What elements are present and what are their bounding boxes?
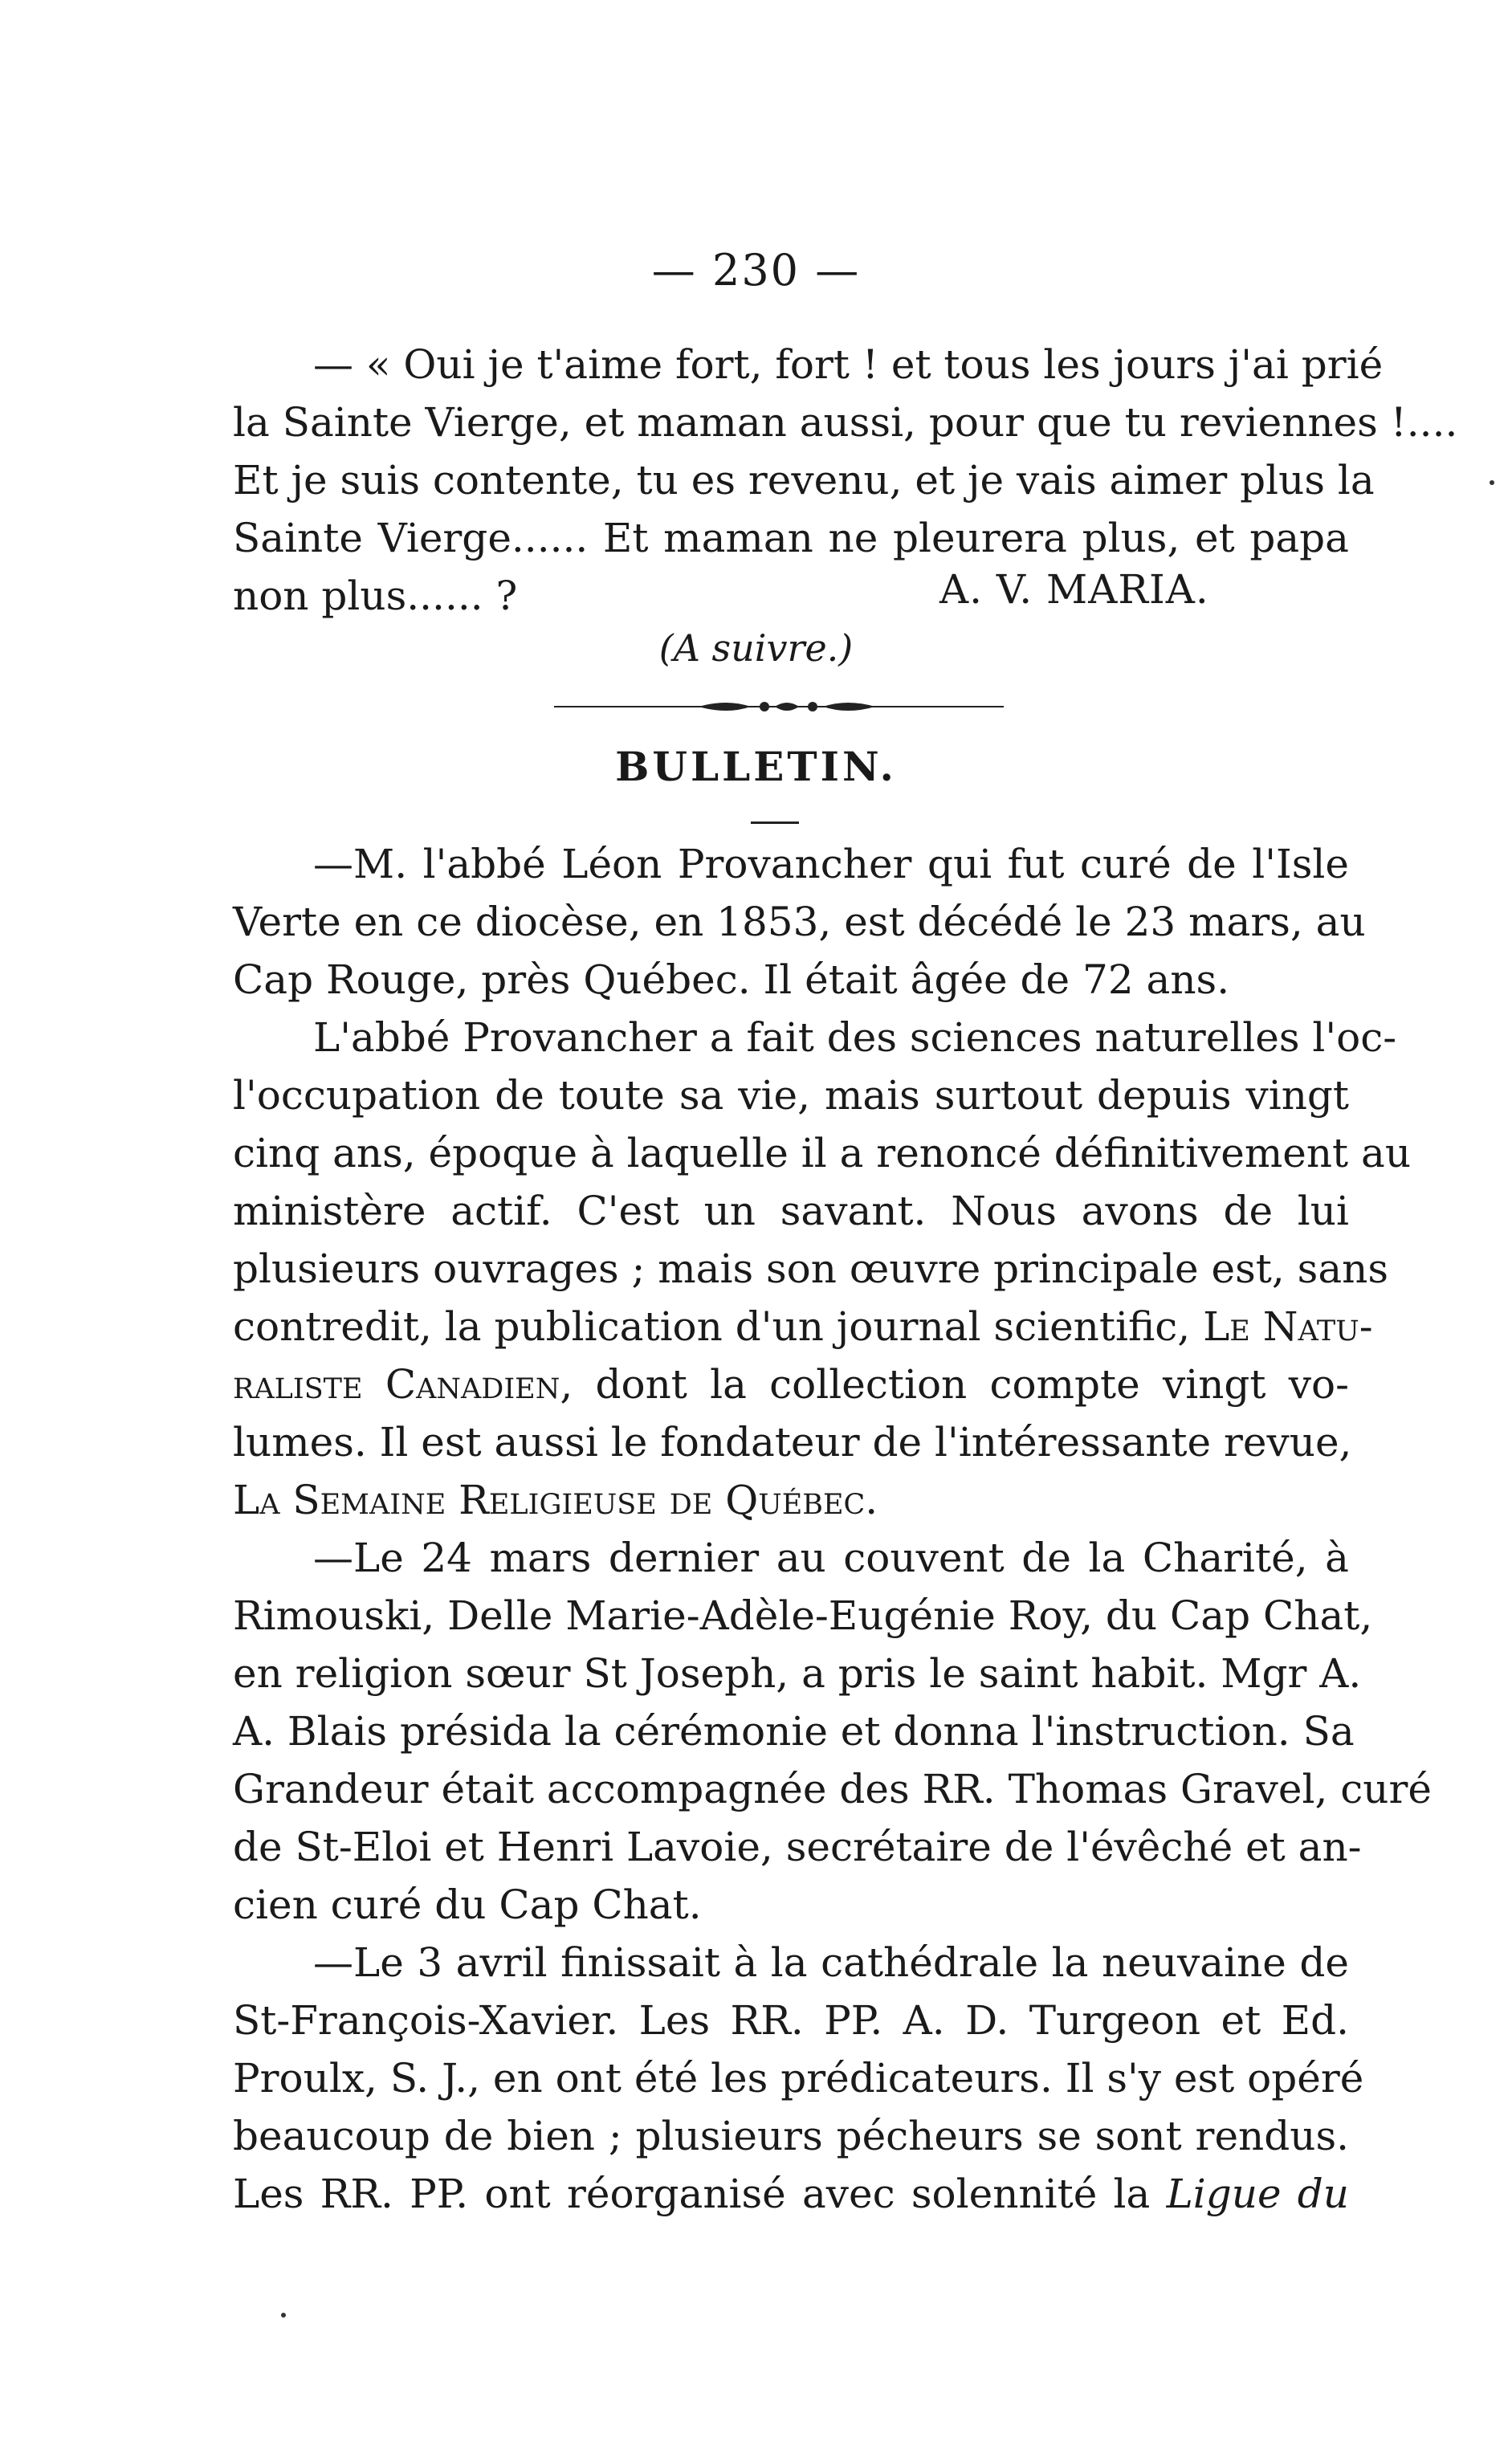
paragraph-line: cien curé du Cap Chat. [233, 1882, 702, 1928]
dialogue-line: la Sainte Vierge, et maman aussi, pour que tu reviennes !.... [233, 399, 1458, 446]
page-number: — 230 — [651, 245, 861, 296]
paragraph-line: l'occupation de toute sa vie, mais surtout depuis vingt [233, 1072, 1349, 1119]
paragraph-line [233, 1298, 1373, 1356]
paragraph-line: L'abbé Provancher a fait des sciences naturelles l'oc- [313, 1014, 1397, 1061]
paragraph-line: Grandeur était accompagnée des RR. Thomas Gravel, curé [233, 1766, 1432, 1812]
dialogue-line: — « Oui je t'aime fort, fort ! et tous les jours j'ai prié [313, 341, 1384, 388]
dialogue-line: Et je suis contente, tu es revenu, et je vais aimer plus la [233, 457, 1375, 503]
paragraph-line [233, 1356, 1349, 1413]
paragraph-line: Verte en ce diocèse, en 1853, est décédé le 23 mars, au [233, 899, 1366, 945]
journal-title: La Semaine Religieuse de Québec. [233, 1477, 878, 1523]
paragraph-line: St-François-Xavier. Les RR. PP. A. D. Turgeon et Ed. [233, 1997, 1349, 2044]
paragraph-line [233, 2165, 1349, 2223]
dialogue-line: non plus...... ? [233, 573, 518, 619]
paragraph-line: Rimouski, Delle Marie-Adèle-Eugénie Roy, du Cap Chat, [233, 1592, 1373, 1639]
paragraph-line: A. Blais présida la cérémonie et donna l'instruction. Sa [233, 1708, 1355, 1755]
heading-rule [751, 822, 799, 824]
line-text: contredit, la publication d'un journal scientific, [233, 1303, 1191, 1350]
paragraph-line: en religion sœur St Joseph, a pris le saint habit. Mgr A. [233, 1650, 1362, 1697]
paragraph-line: —Le 24 mars dernier au couvent de la Charité, à [313, 1535, 1349, 1581]
paragraph-line: —Le 3 avril finissait à la cathédrale la neuvaine de [313, 1939, 1349, 1986]
journal-title: Le Natu- [1203, 1303, 1373, 1350]
paragraph-line: —M. l'abbé Léon Provancher qui fut curé de l'Isle [313, 841, 1349, 887]
dialogue-line: Sainte Vierge...... Et maman ne pleurera plus, et papa [233, 515, 1349, 561]
paragraph-line: beaucoup de bien ; plusieurs pécheurs se sont rendus. [233, 2113, 1349, 2159]
ink-speck [281, 2313, 286, 2318]
paragraph-line: lumes. Il est aussi le fondateur de l'intéressante revue, [233, 1419, 1352, 1466]
author-signature: A. V. MARIA. [939, 566, 1209, 613]
section-heading: BULLETIN. [615, 743, 897, 790]
paragraph-line: de St-Eloi et Henri Lavoie, secrétaire de l'évêché et an- [233, 1824, 1362, 1870]
paragraph-line: Cap Rouge, près Québec. Il était âgée de 72 ans. [233, 956, 1230, 1003]
line-text: , dont la collection compte vingt vo- [560, 1361, 1349, 1408]
paragraph-line: ministère actif. C'est un savant. Nous avons de lui [233, 1188, 1349, 1234]
paragraph-line: Proulx, S. J., en ont été les prédicateurs. Il s'y est opéré [233, 2055, 1364, 2102]
journal-title: raliste Canadien [233, 1361, 560, 1408]
to-be-continued: (A suivre.) [658, 626, 854, 670]
paragraph-line: plusieurs ouvrages ; mais son œuvre principale est, sans [233, 1246, 1388, 1292]
ink-speck [1490, 480, 1494, 485]
bulletin-body [233, 835, 1432, 2223]
paragraph-line: cinq ans, époque à laquelle il a renoncé définitivement au [233, 1130, 1412, 1176]
italic-title: Ligue du [1166, 2171, 1349, 2217]
line-text: Les RR. PP. ont réorganisé avec solennité la [233, 2171, 1167, 2217]
ornament-divider-icon [554, 697, 1004, 716]
